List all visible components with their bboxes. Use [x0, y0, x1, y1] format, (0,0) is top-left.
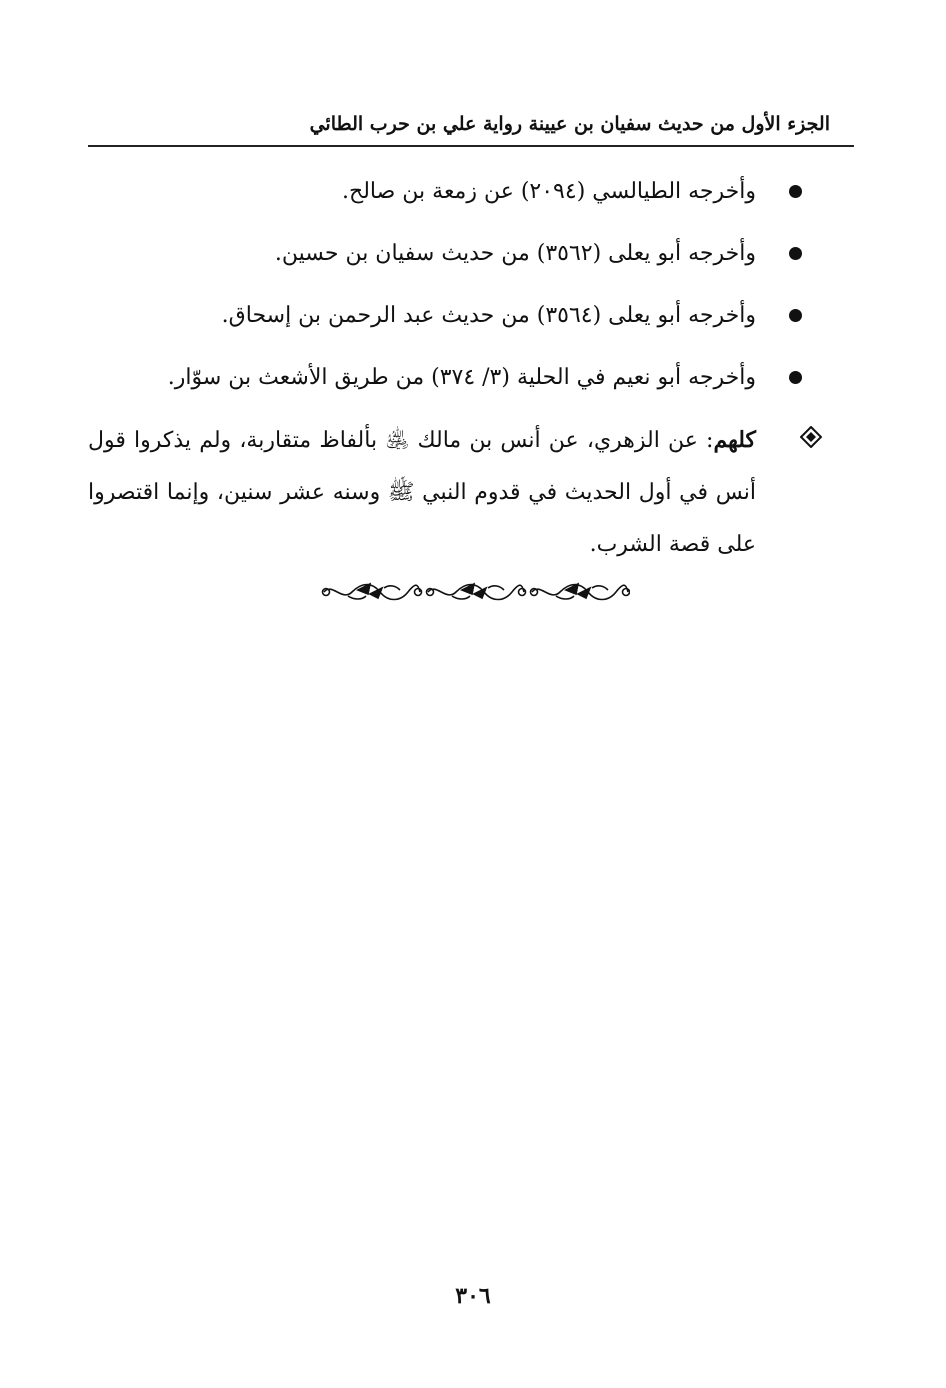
bullet-icon [789, 309, 802, 322]
list-item-text: وأخرجه أبو نعيم في الحلية (٣/ ٣٧٤) من طريق الأشعث بن سوّار. [167, 365, 756, 390]
bullet-icon [789, 185, 802, 198]
note-body: : عن الزهري، عن أنس بن مالك ﵁ بألفاظ متقاربة، ولم يذكروا قول أنس في أول الحديث في قدوم النبي ﷺ وسنه عشر سنين، وإنما اقتصروا على قصة الشرب. [88, 428, 756, 557]
summary-note [88, 414, 812, 571]
source-list [88, 166, 812, 414]
floral-divider-icon [318, 576, 630, 608]
list-item-text: وأخرجه أبو يعلى (٣٥٦٤) من حديث عبد الرحمن بن إسحاق. [221, 303, 756, 328]
list-item [88, 228, 812, 290]
list-item-text: وأخرجه الطيالسي (٢٠٩٤) عن زمعة بن صالح. [342, 179, 756, 204]
list-item [88, 352, 812, 414]
running-header [88, 104, 854, 148]
page-number: ٣٠٦ [455, 1283, 491, 1309]
header-title: الجزء الأول من حديث سفيان بن عيينة رواية علي بن حرب الطائي [309, 113, 830, 135]
diamond-icon [800, 426, 822, 448]
list-item-text: وأخرجه أبو يعلى (٣٥٦٢) من حديث سفيان بن حسين. [274, 241, 756, 266]
bullet-icon [789, 247, 802, 260]
note-label: كلهم [713, 427, 756, 453]
list-item [88, 166, 812, 228]
header-rule [88, 145, 854, 147]
list-item [88, 290, 812, 352]
note-paragraph [88, 414, 756, 571]
bullet-icon [789, 371, 802, 384]
